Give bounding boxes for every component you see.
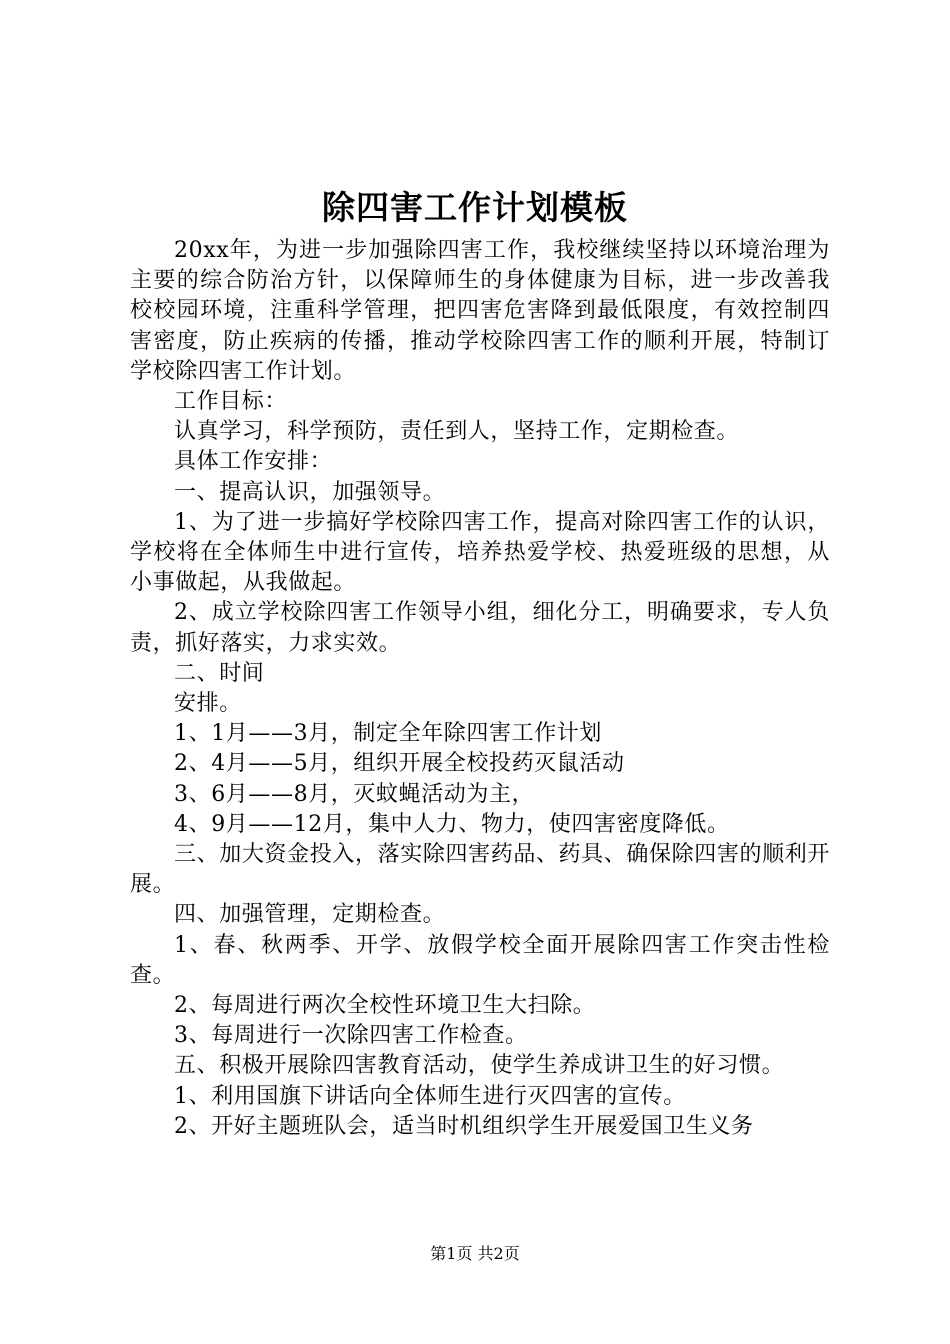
paragraph: 一、提高认识，加强领导。: [174, 479, 446, 505]
paragraph: 工作目标：: [174, 389, 288, 415]
paragraph: 2、开好主题班队会，适当时机组织学生开展爱国卫生义务: [174, 1113, 754, 1139]
document-body: [130, 236, 830, 1142]
paragraph: 3、每周进行一次除四害工作检查。: [174, 1023, 528, 1049]
paragraph: 1、为了进一步搞好学校除四害工作，提高对除四害工作的认识，学校将在全体师生中进行宣传，培养热爱学校、热爱班级的思想，从小事做起，从我做起。: [130, 509, 830, 596]
paragraph: 四、加强管理，定期检查。: [174, 902, 446, 928]
document-title: 除四害工作计划模板: [322, 188, 628, 227]
paragraph: 2、4月——5月，组织开展全校投药灭鼠活动: [174, 751, 625, 777]
paragraph: 1、利用国旗下讲话向全体师生进行灭四害的宣传。: [174, 1083, 686, 1109]
paragraph: 五、积极开展除四害教育活动，使学生养成讲卫生的好习惯。: [174, 1053, 785, 1079]
page-footer: 第1页 共2页: [430, 1244, 520, 1263]
paragraph: 1、春、秋两季、开学、放假学校全面开展除四害工作突击性检查。: [130, 932, 830, 988]
paragraph: 二、时间: [174, 660, 265, 686]
paragraph: 1、1月——3月，制定全年除四害工作计划: [174, 721, 602, 747]
paragraph: 4、9月——12月，集中人力、物力，使四害密度降低。: [174, 811, 730, 837]
paragraph: 2、每周进行两次全校性环境卫生大扫除。: [174, 993, 596, 1019]
paragraph: 3、6月——8月，灭蚊蝇活动为主，: [174, 781, 535, 807]
paragraph: 20xx年，为进一步加强除四害工作，我校继续坚持以环境治理为主要的综合防治方针，以保障师生的身体健康为目标，进一步改善我校校园环境，注重科学管理，把四害危害降到最低限度，有效控制四害密度，防止疾病的传播，推动学校除四害工作的顺利开展，特制订学校除四害工作计划。: [130, 238, 830, 384]
paragraph: 三、加大资金投入，落实除四害药品、药具、确保除四害的顺利开展。: [130, 842, 830, 898]
paragraph: 认真学习，科学预防，责任到人，坚持工作，定期检查。: [174, 419, 740, 445]
paragraph: 2、成立学校除四害工作领导小组，细化分工，明确要求，专人负责，抓好落实，力求实效。: [130, 600, 830, 656]
paragraph: 具体工作安排：: [174, 449, 333, 475]
paragraph: 安排。: [174, 691, 242, 717]
